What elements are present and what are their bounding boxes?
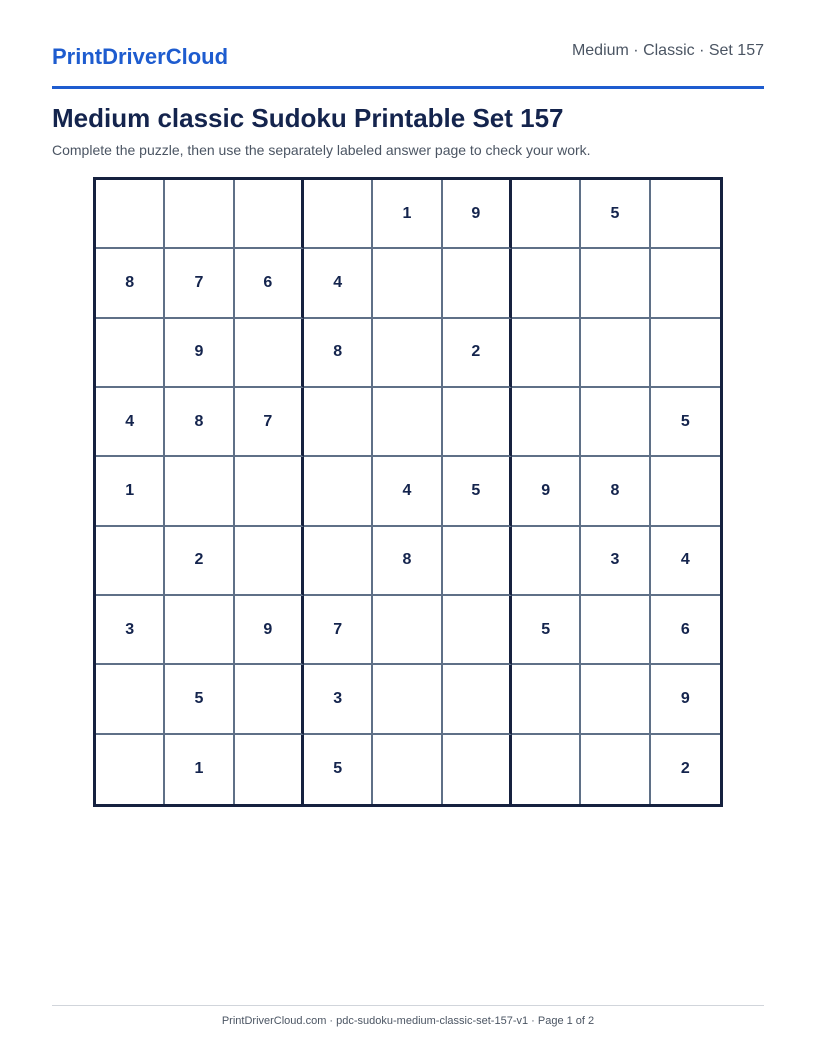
sudoku-cell bbox=[581, 249, 650, 318]
sudoku-cell bbox=[651, 319, 720, 388]
sudoku-cell bbox=[165, 457, 234, 526]
sudoku-cell: 8 bbox=[373, 527, 442, 596]
sudoku-cell: 9 bbox=[165, 319, 234, 388]
sudoku-cell bbox=[235, 180, 304, 249]
sudoku-cell: 3 bbox=[581, 527, 650, 596]
sudoku-cell bbox=[581, 388, 650, 457]
sudoku-cell bbox=[96, 527, 165, 596]
sudoku-grid bbox=[93, 177, 723, 807]
sudoku-cell bbox=[165, 596, 234, 665]
sudoku-cell: 4 bbox=[651, 527, 720, 596]
sudoku-cell: 5 bbox=[651, 388, 720, 457]
sudoku-cell: 2 bbox=[165, 527, 234, 596]
sudoku-cell bbox=[512, 665, 581, 734]
sudoku-cell: 9 bbox=[443, 180, 512, 249]
sudoku-cell bbox=[235, 457, 304, 526]
sudoku-cell bbox=[373, 596, 442, 665]
sudoku-cell: 5 bbox=[443, 457, 512, 526]
sudoku-cell bbox=[304, 527, 373, 596]
sudoku-cell bbox=[512, 249, 581, 318]
sudoku-cell bbox=[512, 319, 581, 388]
sudoku-cell bbox=[512, 180, 581, 249]
sudoku-cell bbox=[581, 735, 650, 804]
sudoku-cell: 4 bbox=[373, 457, 442, 526]
sudoku-cell bbox=[443, 527, 512, 596]
sudoku-cell bbox=[373, 249, 442, 318]
sudoku-cell bbox=[373, 735, 442, 804]
sudoku-cell bbox=[651, 249, 720, 318]
sudoku-cell bbox=[581, 596, 650, 665]
sudoku-cell bbox=[235, 735, 304, 804]
sudoku-cell bbox=[96, 180, 165, 249]
brand-logo: PrintDriverCloud bbox=[52, 44, 229, 69]
page-subtitle: Complete the puzzle, then use the separately labeled answer page to check your work. bbox=[52, 142, 591, 158]
sudoku-cell bbox=[443, 735, 512, 804]
sudoku-cell: 6 bbox=[651, 596, 720, 665]
sudoku-cell: 1 bbox=[165, 735, 234, 804]
sudoku-cell bbox=[235, 527, 304, 596]
sudoku-cell bbox=[96, 319, 165, 388]
sudoku-cell: 5 bbox=[512, 596, 581, 665]
footer-divider bbox=[52, 1005, 764, 1006]
sudoku-cell bbox=[443, 249, 512, 318]
sudoku-cell bbox=[235, 319, 304, 388]
sudoku-cell bbox=[512, 527, 581, 596]
sudoku-cell bbox=[165, 180, 234, 249]
sudoku-cell bbox=[96, 735, 165, 804]
sudoku-cell bbox=[443, 388, 512, 457]
sudoku-cell: 8 bbox=[581, 457, 650, 526]
page-header bbox=[52, 40, 764, 89]
sudoku-cell: 9 bbox=[235, 596, 304, 665]
sudoku-cell: 2 bbox=[443, 319, 512, 388]
sudoku-cell: 2 bbox=[680, 760, 690, 778]
sudoku-cell: 3 bbox=[96, 596, 165, 665]
sudoku-cell: 7 bbox=[235, 388, 304, 457]
sudoku-cell bbox=[304, 457, 373, 526]
sudoku-cell bbox=[581, 665, 650, 734]
page-footer: PrintDriverCloud.com · pdc-sudoku-medium-classic-set-157-v1 · Page 1 of 2 bbox=[221, 1015, 595, 1027]
sudoku-cell: 1 bbox=[96, 457, 165, 526]
sudoku-cell: 8 bbox=[96, 249, 165, 318]
page-title: Medium classic Sudoku Printable Set 157 bbox=[52, 103, 564, 133]
sudoku-cell bbox=[651, 180, 720, 249]
sudoku-cell: 8 bbox=[304, 319, 373, 388]
sudoku-cell bbox=[581, 319, 650, 388]
sudoku-cell bbox=[373, 665, 442, 734]
sudoku-cell bbox=[235, 665, 304, 734]
sudoku-cell: 5 bbox=[304, 735, 373, 804]
sudoku-cell bbox=[443, 665, 512, 734]
sudoku-cell: 4 bbox=[96, 388, 165, 457]
sudoku-cell bbox=[304, 388, 373, 457]
sudoku-cell bbox=[512, 735, 581, 804]
sudoku-cell bbox=[443, 596, 512, 665]
sudoku-cell: 9 bbox=[651, 665, 720, 734]
sudoku-cell: 9 bbox=[512, 457, 581, 526]
sudoku-cell: 3 bbox=[304, 665, 373, 734]
sudoku-cell bbox=[304, 180, 373, 249]
puzzle-meta: Medium · Classic · Set 157 bbox=[571, 42, 764, 59]
sudoku-cell bbox=[96, 665, 165, 734]
sudoku-cell: 1 bbox=[373, 180, 442, 249]
sudoku-cell bbox=[512, 388, 581, 457]
sudoku-cell: 8 bbox=[165, 388, 234, 457]
sudoku-cell bbox=[651, 457, 720, 526]
sudoku-cell: 4 bbox=[304, 249, 373, 318]
sudoku-cell: 6 bbox=[235, 249, 304, 318]
sudoku-cell bbox=[373, 388, 442, 457]
sudoku-cell: 7 bbox=[165, 249, 234, 318]
sudoku-cell: 5 bbox=[581, 180, 650, 249]
sudoku-cell bbox=[373, 319, 442, 388]
sudoku-cell: 5 bbox=[165, 665, 234, 734]
sudoku-cell: 7 bbox=[304, 596, 373, 665]
